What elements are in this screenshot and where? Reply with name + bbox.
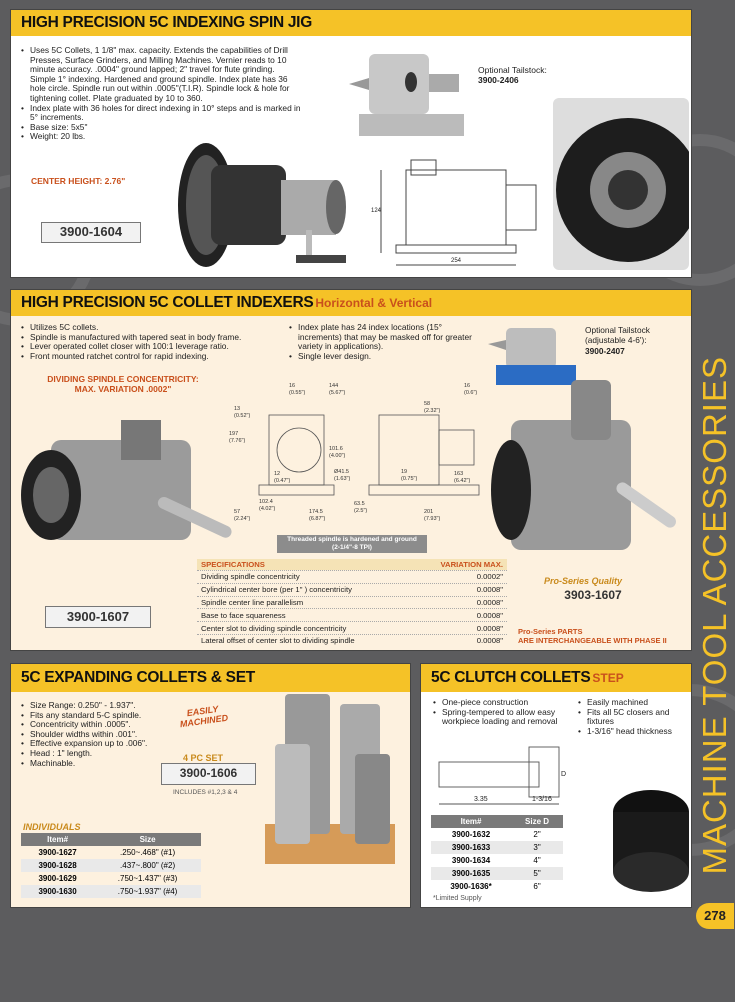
size-value: 5" <box>511 867 563 880</box>
concentricity-note: DIVIDING SPINDLE CONCENTRICITY: MAX. VARIATION .0002" <box>47 374 199 394</box>
collet-indexer-section <box>10 289 692 651</box>
indexer-bullet: • Index plate has 24 index locations (15° increments) that may be masked off for greater variety in applications). <box>289 323 477 352</box>
index-plate-image <box>553 98 689 270</box>
clutch-bullets-right <box>578 698 693 736</box>
size-value: 4" <box>533 856 541 865</box>
size-value: .437~.800" (#2) <box>94 859 201 872</box>
easily-machined-label: EASILY MACHINED <box>179 703 229 730</box>
item-number: 3900-1628 <box>21 859 94 872</box>
col-size-d: Size D <box>511 815 563 828</box>
table-row <box>431 841 563 854</box>
col-item: Item# <box>21 833 94 846</box>
spec-head-value: VARIATION MAX. <box>440 560 503 569</box>
item-number: 3900-1635 <box>431 867 511 880</box>
clutch-bullet: • Fits all 5C closers and fixtures <box>578 708 693 727</box>
spec-value: 0.0002" <box>476 572 503 582</box>
clutch-table <box>431 815 563 893</box>
drawing-dimension: (0.6") <box>464 390 478 396</box>
spec-row <box>197 596 507 609</box>
item-number: 3900-1629 <box>38 874 77 883</box>
pro-series-note: Pro-Series PARTS ARE INTERCHANGEABLE WITH PHASE II <box>518 627 667 645</box>
spin-jig-part-number: 3900-1604 <box>41 222 141 243</box>
collet-indexer-title: HIGH PRECISION 5C COLLET INDEXERS <box>21 294 314 311</box>
clutch-collets-subtitle: STEP <box>592 671 624 685</box>
drawing-dimension: (6.42") <box>454 478 471 484</box>
spec-value: 0.0008" <box>476 623 503 633</box>
spin-jig-drawing <box>366 150 556 275</box>
drawing-dimension: (5.67") <box>329 390 346 396</box>
clutch-collets-section <box>420 663 692 908</box>
table-row <box>431 828 563 841</box>
drawing-dimension: 16 <box>289 383 296 389</box>
drawing-dim-width: 254 <box>451 258 462 264</box>
size-value: .750~1.937" (#4) <box>94 885 201 898</box>
drawing-dimension: 197 <box>229 431 239 437</box>
drawing-dimension: (2.5") <box>354 508 368 514</box>
indexer-drawing <box>229 375 494 525</box>
item-number: 3900-1627 <box>38 848 77 857</box>
drawing-dimension: (0.55") <box>289 390 306 396</box>
collet-set-image <box>255 674 403 874</box>
spin-jig-bullet: • Weight: 20 lbs. <box>21 132 301 142</box>
spin-jig-bullet: • Index plate with 36 holes for direct indexing in 10° steps and is marked in 5° increments. <box>21 104 301 123</box>
drawing-dimension: 101.6 <box>329 446 343 452</box>
indexer-bullet: • Front mounted ratchet control for rapid indexing. <box>21 352 283 362</box>
table-row <box>21 846 201 859</box>
drawing-dimension: (2.24") <box>234 516 251 522</box>
item-number: 3900-1632 <box>451 830 491 839</box>
spin-jig-title: HIGH PRECISION 5C INDEXING SPIN JIG <box>21 14 312 31</box>
spec-value: 0.0008" <box>476 610 503 620</box>
spec-value: 0.0008" <box>476 636 503 646</box>
dim-d: D <box>561 771 567 778</box>
spec-row <box>197 570 507 583</box>
tailstock-image <box>349 44 479 144</box>
spec-row <box>197 634 507 647</box>
drawing-dimension: (0.47") <box>274 478 291 484</box>
side-title <box>696 355 733 875</box>
indexer-bullets-left <box>21 323 283 361</box>
drawing-dimension: (2.32") <box>424 408 441 414</box>
drawing-dimension: Ø41.5 <box>334 469 349 475</box>
drawing-dimension: 16 <box>464 383 471 389</box>
tailstock-label: Optional Tailstock: <box>478 65 547 75</box>
table-row <box>431 854 563 867</box>
indexer-bullet: • Single lever design. <box>289 352 477 362</box>
drawing-dimension: 201 <box>424 509 434 515</box>
clutch-bullet: • Spring-tempered to allow easy workpiece loading and removal <box>433 708 573 727</box>
spec-table <box>197 559 507 647</box>
item-number: 3900-1633 <box>431 841 511 854</box>
size-value: .750~1.437" (#3) <box>117 874 178 883</box>
spec-row <box>197 608 507 621</box>
clutch-bullet: • 1-3/16" head thickness <box>578 727 693 737</box>
expanding-collet-bullet: • Fits any standard 5-C spindle. <box>21 711 156 721</box>
spin-jig-header <box>11 10 691 36</box>
individuals-label: INDIVIDUALS <box>23 822 81 832</box>
side-title-text: MACHINE TOOL ACCESSORIES <box>696 355 733 875</box>
spin-jig-section <box>10 9 692 278</box>
drawing-dimension: (7.76") <box>229 438 246 444</box>
size-value: .250~.468" (#1) <box>120 848 176 857</box>
drawing-dimension: 57 <box>234 509 241 515</box>
clutch-collet-image <box>601 782 693 897</box>
clutch-collet-drawing <box>429 742 569 812</box>
collet-indexer-subtitle: Horizontal & Vertical <box>315 296 433 310</box>
expanding-collet-bullet: • Shoulder widths within .001". <box>21 730 156 740</box>
tailstock-part: 3900-2406 <box>478 75 519 85</box>
table-row <box>21 872 201 885</box>
individuals-table <box>21 833 201 898</box>
table-row <box>21 859 201 872</box>
dim-length: 3.35 <box>474 796 488 803</box>
size-value: 6" <box>533 882 541 891</box>
drawing-dimension: 58 <box>424 401 431 407</box>
clutch-bullet: • One-piece construction <box>433 698 573 708</box>
spin-jig-bullets <box>21 46 301 142</box>
spec-value: 0.0008" <box>476 597 503 607</box>
clutch-bullet: • Easily machined <box>578 698 693 708</box>
drawing-dimension: (0.75") <box>401 476 418 482</box>
tailstock-2-label: Optional Tailstock (adjustable 4-6'): <box>585 325 650 345</box>
spec-label: Spindle center line parallelism <box>201 597 304 607</box>
set-note: INCLUDES #1,2,3 & 4 <box>173 789 238 796</box>
indexer-horizontal-image <box>11 400 261 550</box>
clutch-collets-header <box>421 664 691 692</box>
spec-label: Base to face squareness <box>201 610 286 620</box>
tailstock-2-part: 3900-2407 <box>585 346 625 356</box>
clutch-collets-title: 5C CLUTCH COLLETS <box>431 669 591 686</box>
drawing-dimension: 102.4 <box>259 499 273 505</box>
indexer-bullet: • Utilizes 5C collets. <box>21 323 283 333</box>
size-value: 2" <box>533 830 541 839</box>
drawing-dimension: 12 <box>274 471 281 477</box>
table-row <box>21 885 201 898</box>
spec-head-label: SPECIFICATIONS <box>201 560 265 569</box>
spec-value: 0.0008" <box>476 585 503 595</box>
table-row <box>431 867 563 880</box>
item-number: 3900-1630 <box>21 885 94 898</box>
pro-series-label: Pro-Series Quality <box>544 576 623 586</box>
drawing-dimension: (0.52") <box>234 413 251 419</box>
drawing-dimension: (4.00") <box>329 453 346 459</box>
drawing-dimension: 163 <box>454 471 464 477</box>
page-number: 278 <box>696 903 734 929</box>
spin-jig-bullet: • Base size: 5x5" <box>21 123 301 133</box>
drawing-dimension: (1.63") <box>334 476 351 482</box>
indexer-bullets-right <box>289 323 477 361</box>
expanding-collet-bullet: • Size Range: 0.250" - 1.937". <box>21 701 156 711</box>
pro-series-part: 3903-1607 <box>564 588 622 602</box>
set-label: 4 PC SET <box>183 753 224 763</box>
item-number: 3900-1636* <box>450 882 492 891</box>
indexer-bullet: • Spindle is manufactured with tapered seat in body frame. <box>21 333 283 343</box>
expanding-collets-section <box>10 663 411 908</box>
spin-jig-bullet: • Uses 5C Collets, 1 1/8" max. capacity. Extends the capabilities of Drill Presses, Surface Grinders, and Milling Machines. Vernier reads to 10 minute accuracy. .0004" ground lapped; 2" travel for flute grinding. Simple 1° indexing. Hardened and ground spindle. Index plate has 36 hole circle. Spindle run out within .0005"(T.I.R). Spindle lock & hole for tightening collet. Plate graduated by 10 to 360. <box>21 46 301 104</box>
col-item: Item# <box>431 815 511 828</box>
spin-jig-image <box>161 135 361 275</box>
expanding-collets-bullets <box>21 701 156 768</box>
expanding-collet-bullet: • Head : 1" length. <box>21 749 156 759</box>
expanding-collet-bullet: • Effective expansion up to .006". <box>21 739 156 749</box>
indexer-part-number: 3900-1607 <box>45 606 151 628</box>
spec-label: Lateral offset of center slot to dividing spindle <box>201 636 355 646</box>
col-size: Size <box>94 833 201 846</box>
item-number: 3900-1634 <box>451 856 491 865</box>
spec-label: Dividing spindle concentricity <box>201 572 300 582</box>
spec-row <box>197 583 507 596</box>
drawing-dimension: (7.93") <box>424 516 441 522</box>
drawing-dimension: 19 <box>401 469 408 475</box>
drawing-dimension: 144 <box>329 383 339 389</box>
limited-supply-note: *Limited Supply <box>433 895 482 902</box>
set-part-number: 3900-1606 <box>161 763 256 785</box>
expanding-collets-title: 5C EXPANDING COLLETS & SET <box>21 669 255 686</box>
indexer-vertical-image <box>481 360 691 560</box>
expanding-collet-bullet: • Machinable. <box>21 759 156 769</box>
indexer-bullet: • Lever operated collet closer with 100:1 leverage ratio. <box>21 342 283 352</box>
size-value: 3" <box>511 841 563 854</box>
drawing-dim-height: 124 <box>371 208 382 214</box>
threaded-note: Threaded spindle is hardened and ground (2-1/4"-8 TPI) <box>277 535 427 553</box>
expanding-collet-bullet: • Concentricity within .0005". <box>21 720 156 730</box>
drawing-dimension: 13 <box>234 406 241 412</box>
drawing-dimension: 63.5 <box>354 501 365 507</box>
spec-row <box>197 621 507 634</box>
drawing-dimension: (6.87") <box>309 516 326 522</box>
center-height-label: CENTER HEIGHT: 2.76" <box>31 176 126 186</box>
clutch-bullets-left <box>433 698 573 727</box>
spec-label: Cylindrical center bore (per 1" ) concentricity <box>201 585 352 595</box>
drawing-dimension: 174.5 <box>309 509 323 515</box>
spec-table-header <box>197 559 507 570</box>
table-row <box>431 880 563 893</box>
collet-indexer-header <box>11 290 691 316</box>
spec-label: Center slot to dividing spindle concentricity <box>201 623 347 633</box>
dim-head: 1-3/16 <box>532 796 552 803</box>
drawing-dimension: (4.02") <box>259 506 276 512</box>
